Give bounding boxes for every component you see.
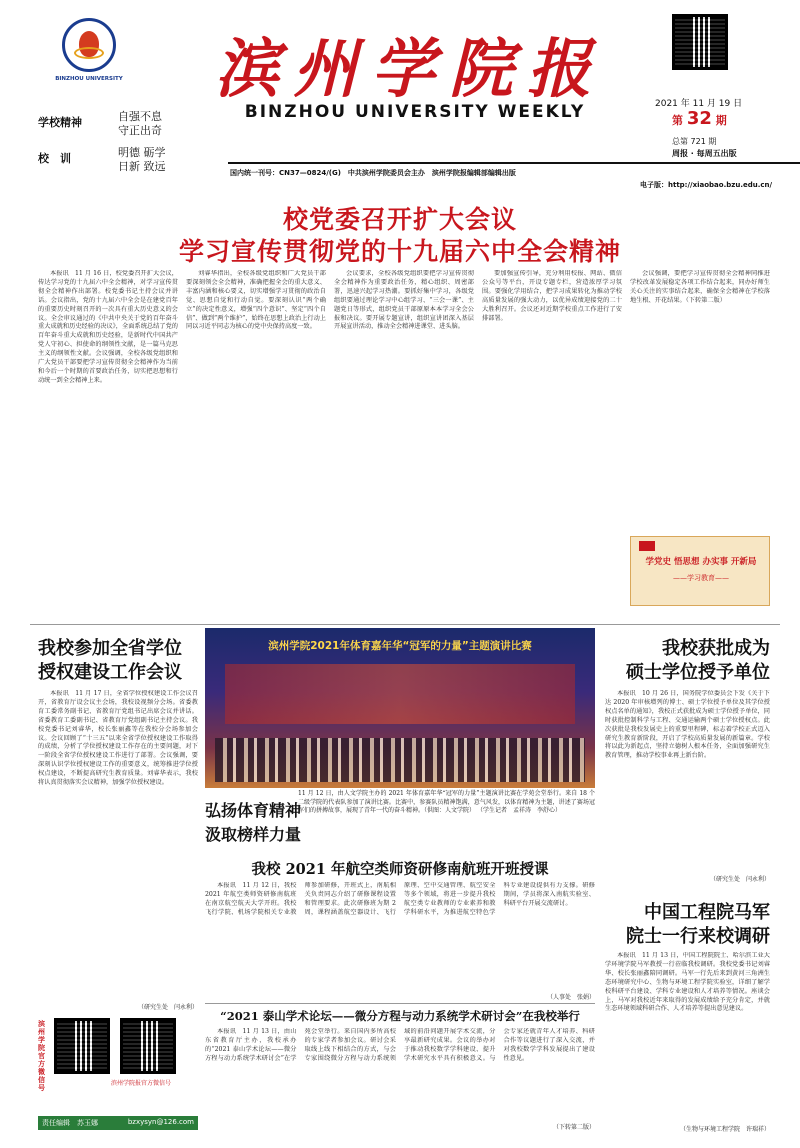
promo-box: [630, 536, 770, 606]
lead-column-1: 本报讯 11 月 16 日，校党委召开扩大会议，传达学习党的十九届六中全会精神，对学习宣传贯彻全会精神作出部署。校党委书记主持会议并讲话。会议指出，党的十九届六中全会是在建党百年的重要历史时刻召开的一次具有重大历史意义的会议。全会审议通过的《中共中央关于党的百年奋斗重大成就和历史经验的决议》，全面系统总结了党的百年奋斗重大成就和历史经验，是新时代中国共产党人守初心、担使命的纲领性文献，是一篇马克思主义的纲领性文献。会议强调，全校各级党组织和广大党员干部要把学习宣传贯彻全会精神作为当前和今后一个时期的首要政治任务，切实把思想和行动统一到全会精神上来。: [38, 270, 178, 384]
issue-suffix: 期: [715, 114, 727, 127]
qr-label-2: 滨州学院报官方微信号: [110, 1080, 171, 1087]
lead-bottom-rule: [30, 624, 780, 625]
promo-line-2: ——学习教育——: [673, 574, 729, 582]
paper-title-en: BINZHOU UNIVERSITY WEEKLY: [244, 102, 586, 122]
bottom-story-rule: [205, 1003, 595, 1004]
left-headline-1: 我校参加全省学位: [38, 638, 182, 659]
issue-number-block: [672, 108, 727, 129]
school-motto-label: 校 训: [38, 152, 71, 165]
paper-title: 滨州学院报: [215, 32, 605, 107]
right-story-2-byline: （生物与环境工程学院 许瑞祥）: [679, 1126, 770, 1133]
issue-number: 32: [686, 108, 712, 129]
contact-email[interactable]: bzxysyn@126.com: [127, 1118, 194, 1126]
publisher-line: 国内统一刊号：CN37—0824/(G) 中共滨州学院委员会主办 滨州学院报编辑部编辑出版: [230, 169, 516, 177]
right-headline-1a: 我校获批成为: [662, 638, 770, 659]
middle-story-byline: （人事处 张娟）: [546, 994, 595, 1001]
middle-headline: 我校 2021 年航空类师资研修南航班开班授课: [251, 861, 549, 878]
official-wechat-qr: [54, 1018, 110, 1074]
audience-row: [215, 738, 585, 782]
bottom-story-byline: （下转第二版）: [552, 1124, 595, 1131]
motto-line-2: 守正出奇: [118, 124, 162, 137]
left-story-body: 本报讯 11 月 17 日，全省学位授权建设工作会议召开，省教育厅设会议主会场，我校设视频分会场。省委教育工委常务副书记、省教育厅党组书记出席会议并讲话。省委教育工委副书记、省教育厅党组副书记主持会议。我校党委书记刘睿华，校长张丽鑫等在我校分会场参加会议。会议回顾了“十三五”以来全省学位授权建设工作取得的成绩，分析了学位授权建设工作存在的主要问题，对下一阶段全省学位授权建设工作进行了部署。会议强调，要深刻认识学位授权建设工作的重要意义，统筹推进学位授权点建设，不断提高研究生教育质量。刘睿华表示，我校将认真贯彻落实会议精神，加强学位授权建设。: [38, 690, 198, 787]
logo-caption: BINZHOU UNIVERSITY: [55, 76, 123, 82]
qr-label-1: 滨州学院官方微信号: [38, 1020, 45, 1092]
left-headline-2: 授权建设工作会议: [38, 662, 182, 683]
banner-caption: 11 月 12 日，由人文学院主办的 2021 年体育嘉年华“冠军的力量”主题演讲比赛在学苑会堂举行。来自 18 个二级学院的代表队参加了演讲比赛。比赛中，参赛队员精神饱满，意气风发，以体育精神为主题，讲述了赛场冠军们的拼搏故事，展现了青年一代的奋斗精神。（供图：人文学院） （学生记者 孟祥涛 李舒心）: [298, 790, 595, 814]
university-logo: [62, 18, 116, 72]
newspaper-wechat-qr: [120, 1018, 176, 1074]
stage-screen: [225, 664, 575, 724]
right-story-1-body: 本报讯 10 月 26 日，国务院学位委员会下发《关于下达 2020 年审核增列的博士、硕士学位授予单位及其学位授权点名单的通知》，我校正式获批成为硕士学位授予单位，同时获批控制科学与工程、交通运输两个硕士学位授权点。此次获批是我校发展史上的重要里程碑，标志着学校正式迈入研究生教育新阶段，开启了学校高质量发展的新篇章。学校将以此为新起点，坚持立德树人根本任务，全面加强研究生教育管理，推动学校事业再上新台阶。: [605, 690, 770, 760]
photo-credit: （学生记者 孟祥涛 李舒心）: [476, 807, 561, 814]
lead-headline-1: 校党委召开扩大会议: [282, 205, 517, 234]
lead-column-4: 要加强宣传引导，充分利用校报、网站、微信公众号等平台，开设专题专栏，营造浓厚学习氛围。要强化学用结合，把学习成果转化为推动学校高质量发展的强大动力，以优异成绩迎接党的二十大胜利召开。会议还对近期学校重点工作进行了安排部署。: [482, 270, 622, 322]
promo-line-1: 学党史 悟思想 办实事 开新局: [645, 557, 757, 567]
right-story-1-byline: （研究生处 闫永利）: [709, 876, 770, 883]
speech-contest-photo: [205, 628, 595, 788]
side-title-1: 弘扬体育精神: [205, 801, 302, 820]
right-story-2-body: 本报讯 11 月 13 日，中国工程院院士、哈尔滨工业大学环境学院马军教授一行莅临我校调研。我校党委书记刘睿华、校长张丽鑫陪同调研。马军一行先后来到黄河三角洲生态环境研究中心、生物与环境工程学院实验室，详细了解学校科研平台建设、学科专业建设和人才培养等情况。座谈会上，马军对我校近年来取得的发展成绩给予充分肯定，并就生态环境领域科研合作、人才培养等提出意见建议。: [605, 952, 770, 1013]
email-link[interactable]: 电子版：http://xiaobao.bzu.edu.cn/: [640, 181, 773, 189]
bottom-headline: “2021 泰山学术论坛——微分方程与动力系统学术研讨会”在我校举行: [220, 1009, 580, 1023]
editor-line: 责任编辑 苏玉娜: [42, 1119, 98, 1127]
publish-cycle: 周报 · 每周五出版: [672, 149, 737, 158]
motto-label: 学校精神: [38, 116, 82, 129]
total-issue: 总第 721 期: [672, 137, 717, 146]
right-headline-1b: 硕士学位授予单位: [626, 662, 770, 683]
footer-bar: [38, 1116, 198, 1130]
top-qr-code: [672, 14, 728, 70]
lead-column-5: 会议强调，要把学习宣传贯彻全会精神同推进学校改革发展稳定各项工作结合起来，同办好师生关心关注的实事结合起来，确保全会精神在学校落地生根、开花结果。（下转第二版）: [630, 270, 770, 304]
issue-date: 2021 年 11 月 19 日: [655, 99, 743, 109]
right-headline-2b: 院士一行来校调研: [626, 926, 770, 947]
motto-line-1: 自强不息: [118, 110, 162, 123]
school-motto-line-2: 日新 致远: [118, 160, 166, 173]
issue-prefix: 第: [672, 114, 683, 127]
side-title-2: 汲取榜样力量: [205, 825, 302, 844]
logo-ring-icon: [74, 47, 104, 59]
masthead-rule: [228, 162, 800, 164]
right-headline-2a: 中国工程院马军: [644, 902, 770, 923]
promo-flag-icon: [639, 541, 655, 551]
school-motto-line-1: 明德 砺学: [118, 146, 166, 159]
bottom-story-body: 本报讯 11 月 13 日，由山东省教育厅主办，我校承办的“2021 泰山学术论坛——微分方程与动力系统学术研讨会”在学苑会堂举行。来自国内多所高校的专家学者参加会议。研讨会采取线上线下相结合的方式，与会专家围绕微分方程与动力系统领域的前沿问题开展学术交流，分享最新研究成果。会议的举办对于推动我校数学学科建设、提升学术研究水平具有积极意义。与会专家还就青年人才培养、科研合作等议题进行了深入交流，并对我校数学学科发展提出了建设性意见。: [205, 1028, 595, 1062]
banner-title: 滨州学院2021年体育嘉年华“冠军的力量”主题演讲比赛: [268, 640, 532, 652]
middle-story-body: 本报讯 11 月 12 日，我校 2021 年航空类师资研修南航班在南京航空航天大学开班。我校飞行学院、机场学院相关专业教师参加研修，开班式上，南航相关负责同志介绍了研修课程设置和管理要求。此次研修班为期 2 周，课程涵盖航空器设计、飞行原理、空中交通管理、航空安全等多个领域，将进一步提升我校航空类专业教师的专业素养和教学科研水平，为推进航空特色学科专业建设提供有力支撑。研修期间，学员将深入南航实验室、科研平台开展交流研讨。: [205, 882, 595, 916]
lead-column-2: 刘睿华指出，全校各级党组织和广大党员干部要深刻领会全会精神，准确把握全会的重大意义、丰富内涵和核心要义，切实增强学习贯彻的政治自觉、思想自觉和行动自觉。要深刻认识“两个确立”的决定性意义，增强“四个意识”、坚定“四个自信”、做到“两个维护”，始终在思想上政治上行动上同以习近平同志为核心的党中央保持高度一致。: [186, 270, 326, 331]
lead-headline-2: 学习宣传贯彻党的十九届六中全会精神: [178, 237, 621, 266]
left-story-byline: （研究生处 闫永利）: [137, 1004, 198, 1011]
lead-column-3: 会议要求，全校各级党组织要把学习宣传贯彻全会精神作为重要政治任务，精心组织、周密部署，迅速兴起学习热潮。要抓好集中学习，各级党组织要通过理论学习中心组学习、“三会一课”、主题党日等形式，组织党员干部原原本本学习全会公报和决议。要开展专题宣讲，组织宣讲团深入基层开展宣讲活动，推动全会精神进课堂、进头脑。: [334, 270, 474, 331]
masthead: [0, 0, 800, 195]
